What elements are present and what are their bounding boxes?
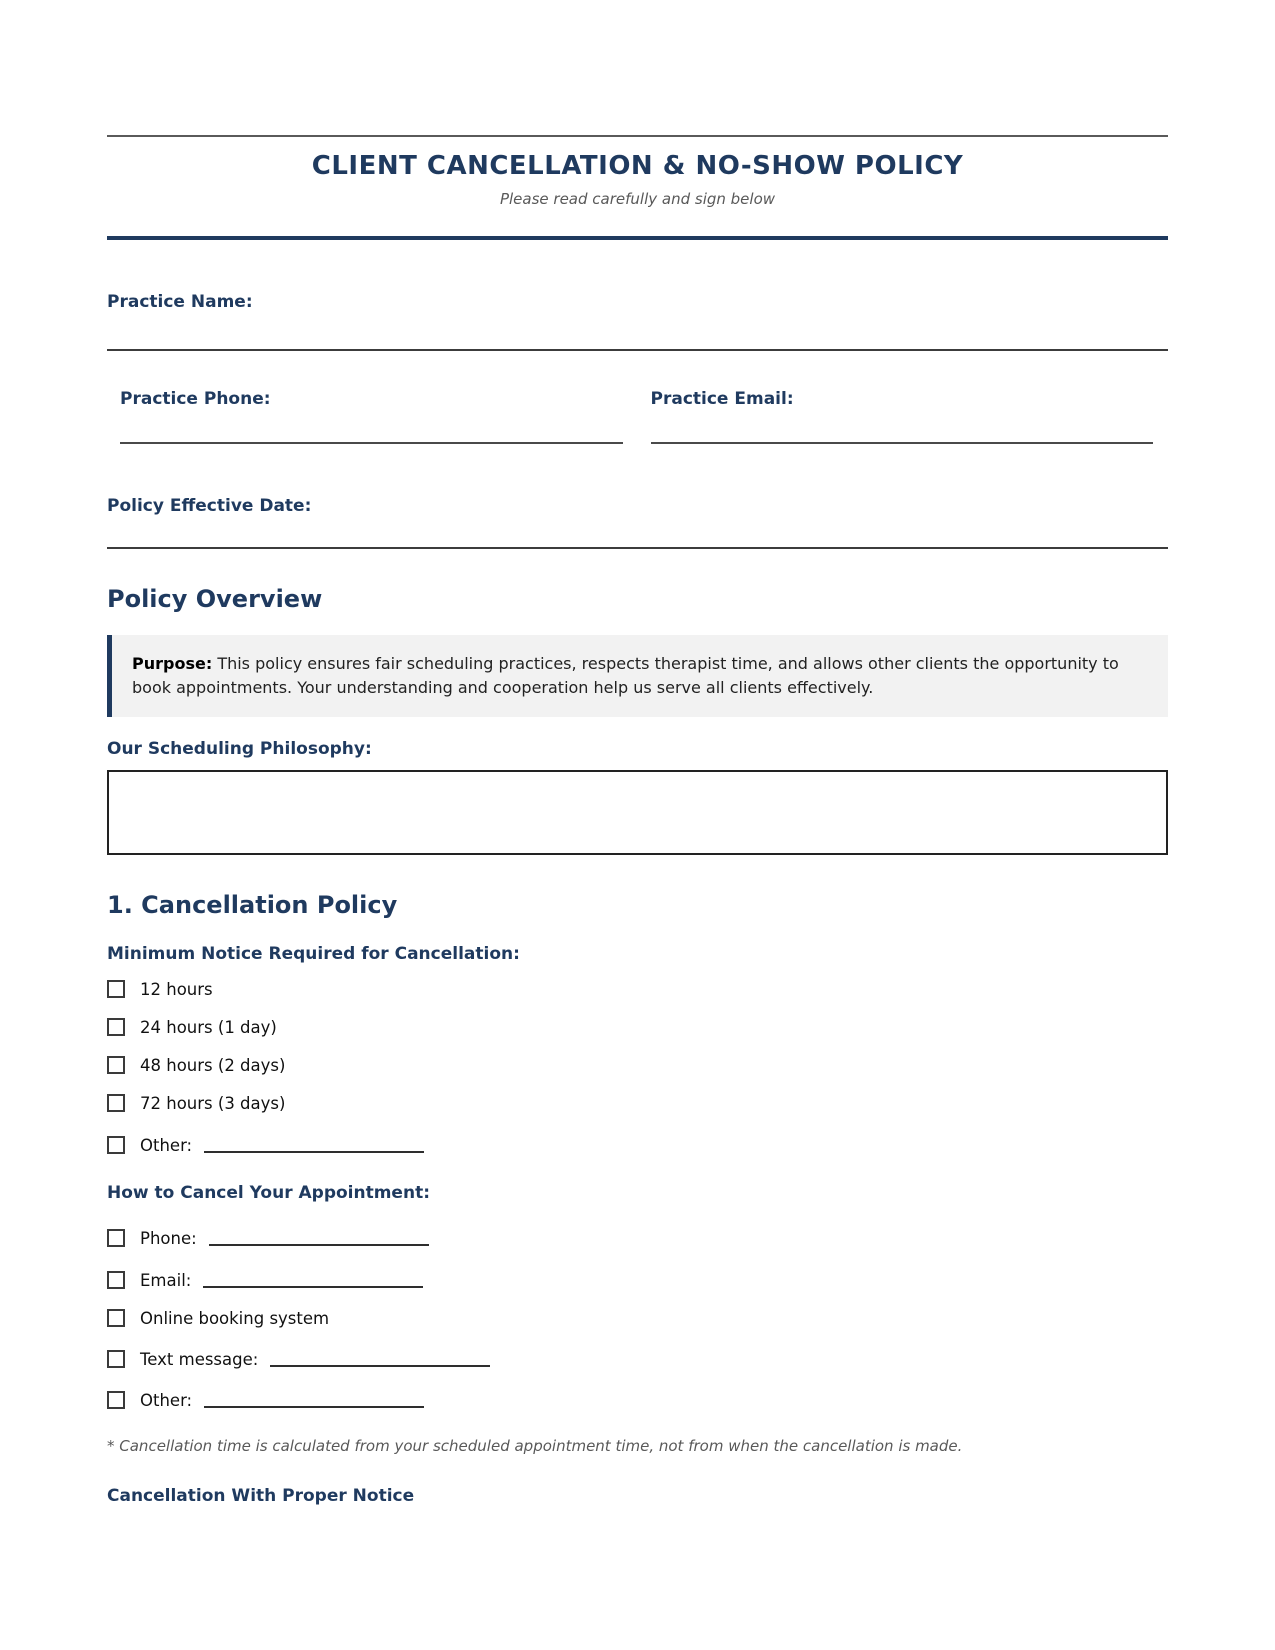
checkbox-row-text-message xyxy=(107,1349,1168,1369)
header-divider xyxy=(107,236,1168,240)
cancel-other-fill-line[interactable] xyxy=(204,1393,424,1408)
phone-fill-line[interactable] xyxy=(209,1231,429,1246)
checkbox-row-24-hours xyxy=(107,1017,1168,1037)
min-notice-heading: Minimum Notice Required for Cancellation: xyxy=(107,944,520,964)
text-message-fill-line[interactable] xyxy=(270,1352,490,1367)
checkbox-label: 48 hours (2 days) xyxy=(140,1055,286,1075)
effective-date-label: Policy Effective Date: xyxy=(107,496,312,516)
email-fill-line[interactable] xyxy=(203,1273,423,1288)
checkbox-text-message[interactable] xyxy=(107,1350,125,1368)
document-subtitle: Please read carefully and sign below xyxy=(499,190,776,208)
checkbox-row-online-booking xyxy=(107,1308,1168,1328)
checkbox-label: Phone: xyxy=(140,1228,197,1248)
purpose-label: Purpose: xyxy=(132,654,213,673)
practice-email-label: Practice Email: xyxy=(650,389,794,409)
checkbox-row-cancel-other xyxy=(107,1390,1168,1410)
practice-name-line[interactable] xyxy=(107,349,1168,351)
checkbox-row-72-hours xyxy=(107,1093,1168,1113)
practice-phone-label: Practice Phone: xyxy=(120,389,271,409)
checkbox-phone[interactable] xyxy=(107,1229,125,1247)
proper-notice-heading: Cancellation With Proper Notice xyxy=(107,1486,415,1506)
checkbox-row-email xyxy=(107,1270,1168,1290)
philosophy-label: Our Scheduling Philosophy: xyxy=(107,739,372,759)
how-to-cancel-heading: How to Cancel Your Appointment: xyxy=(107,1183,430,1203)
checkbox-row-48-hours xyxy=(107,1055,1168,1075)
policy-overview-heading: Policy Overview xyxy=(107,585,323,613)
philosophy-input-box[interactable] xyxy=(107,770,1168,855)
practice-phone-line[interactable] xyxy=(120,442,623,444)
checkbox-label: 72 hours (3 days) xyxy=(140,1093,286,1113)
effective-date-line[interactable] xyxy=(107,547,1168,549)
practice-phone-field xyxy=(120,389,623,444)
checkbox-label: Text message: xyxy=(140,1349,259,1369)
top-divider xyxy=(107,135,1168,137)
practice-email-field xyxy=(651,389,1154,444)
document-title: CLIENT CANCELLATION & NO-SHOW POLICY xyxy=(311,151,964,181)
checkbox-label: 12 hours xyxy=(140,979,213,999)
checkbox-notice-other[interactable] xyxy=(107,1136,125,1154)
checkbox-cancel-other[interactable] xyxy=(107,1391,125,1409)
purpose-text: This policy ensures fair scheduling practices, respects therapist time, and allows other clients the opportunity to book appointments. Your understanding and cooperation help us serve all clients effectively. xyxy=(132,654,1119,697)
checkbox-label: Online booking system xyxy=(140,1308,330,1328)
purpose-callout xyxy=(107,635,1168,717)
practice-email-line[interactable] xyxy=(651,442,1154,444)
checkbox-label: Email: xyxy=(140,1270,192,1290)
checkbox-12-hours[interactable] xyxy=(107,980,125,998)
phone-email-row xyxy=(107,389,1168,444)
checkbox-label: Other: xyxy=(140,1390,193,1410)
checkbox-72-hours[interactable] xyxy=(107,1094,125,1112)
checkbox-label: 24 hours (1 day) xyxy=(140,1017,277,1037)
checkbox-label: Other: xyxy=(140,1135,193,1155)
checkbox-email[interactable] xyxy=(107,1271,125,1289)
checkbox-row-notice-other xyxy=(107,1135,1168,1155)
checkbox-row-phone xyxy=(107,1228,1168,1248)
checkbox-online-booking[interactable] xyxy=(107,1309,125,1327)
practice-name-label: Practice Name: xyxy=(107,292,253,312)
cancellation-policy-heading: 1. Cancellation Policy xyxy=(107,891,398,919)
cancellation-footnote: * Cancellation time is calculated from your scheduled appointment time, not from when the cancellation is made. xyxy=(107,1437,963,1455)
checkbox-row-12-hours xyxy=(107,979,1168,999)
notice-other-fill-line[interactable] xyxy=(204,1138,424,1153)
checkbox-24-hours[interactable] xyxy=(107,1018,125,1036)
checkbox-48-hours[interactable] xyxy=(107,1056,125,1074)
